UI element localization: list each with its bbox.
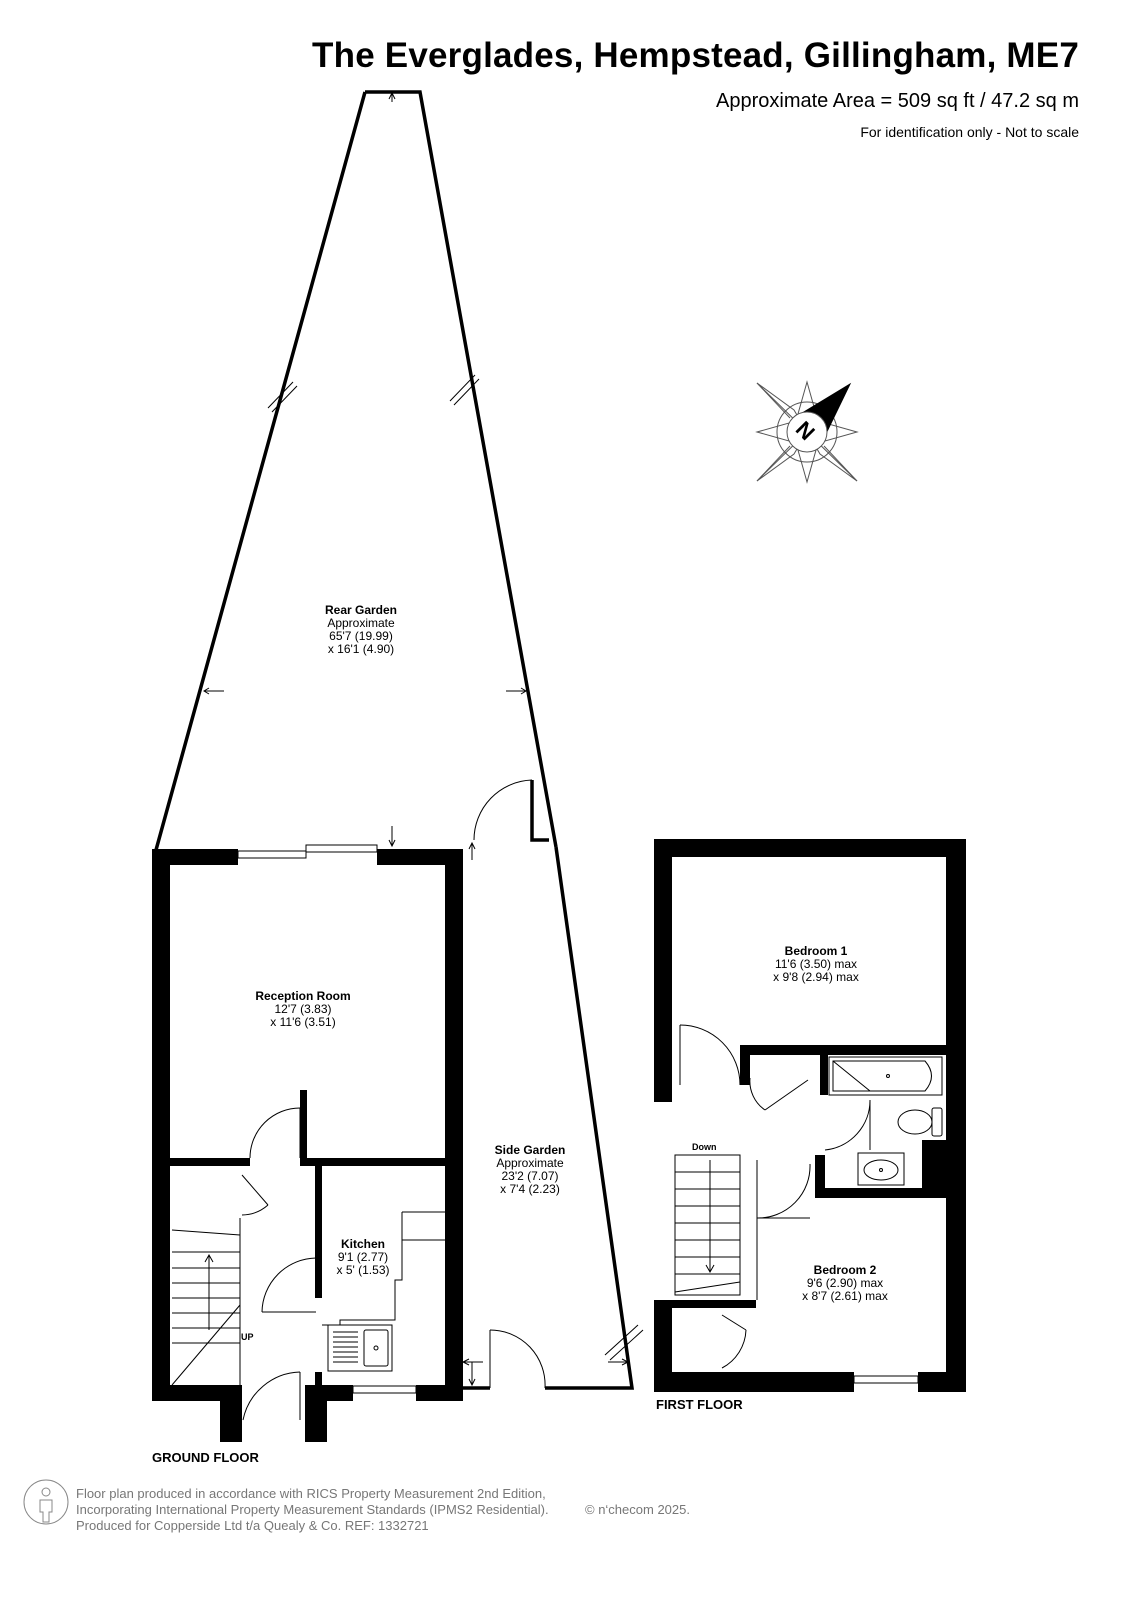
bedroom-2-line2: x 8'7 (2.61) max: [802, 1289, 888, 1303]
rear-garden-outline: [156, 92, 556, 850]
approximate-area: Approximate Area = 509 sq ft / 47.2 sq m: [716, 90, 1079, 112]
footer-notes: [76, 1486, 549, 1534]
rear-garden-marks: [204, 93, 526, 846]
reception-room-label: [255, 990, 350, 1029]
stairs-down-label: Down: [692, 1142, 717, 1152]
rear-garden-label: [325, 604, 397, 656]
copyright: © n‘checom 2025.: [585, 1502, 690, 1517]
toilet-icon: [898, 1108, 942, 1136]
bedroom-1-name: Bedroom 1: [784, 944, 848, 958]
rear-garden-line1: Approximate: [327, 616, 395, 630]
reception-room-line1: 12'7 (3.83): [274, 1002, 332, 1016]
first-floor-walls: [654, 839, 966, 1392]
reception-room-line2: x 11'6 (3.51): [270, 1015, 336, 1029]
kitchen-line1: 9'1 (2.77): [337, 1250, 389, 1264]
bedroom-1-label: [773, 945, 859, 984]
footer-line2: Incorporating International Property Measurement Standards (IPMS2 Residential).: [76, 1502, 549, 1517]
bedroom-2-label: [802, 1264, 888, 1303]
kitchen-label: [337, 1238, 390, 1277]
sink-icon: [858, 1153, 904, 1185]
bedroom-2-name: Bedroom 2: [813, 1263, 877, 1277]
compass-letter: N: [790, 416, 820, 446]
side-garden-name: Side Garden: [494, 1143, 566, 1157]
stairs-up-label: UP: [241, 1332, 254, 1342]
bath-icon: [829, 1057, 942, 1095]
first-floor-label: FIRST FLOOR: [656, 1397, 743, 1412]
rear-garden-name: Rear Garden: [324, 603, 398, 617]
bedroom-1-line2: x 9'8 (2.94) max: [773, 970, 859, 984]
bedroom-2-line1: 9'6 (2.90) max: [806, 1276, 884, 1290]
kitchen-sink-icon: [328, 1325, 392, 1371]
rear-garden-line3: x 16'1 (4.90): [327, 642, 395, 656]
bedroom-1-line1: 11'6 (3.50) max: [774, 957, 858, 971]
page-title: The Everglades, Hempstead, Gillingham, ME7: [312, 36, 1079, 75]
side-garden-line3: x 7'4 (2.23): [500, 1182, 560, 1196]
ground-floor-fittings: [172, 845, 445, 1420]
side-garden-line1: Approximate: [496, 1156, 564, 1170]
kitchen-name: Kitchen: [340, 1237, 386, 1251]
person-icon: [24, 1480, 68, 1524]
kitchen-line2: x 5' (1.53): [336, 1263, 390, 1277]
side-garden-line2: 23'2 (7.07): [501, 1169, 559, 1183]
footer-line1: Floor plan produced in accordance with RICS Property Measurement 2nd Edition,: [76, 1486, 546, 1501]
ground-floor-label: GROUND FLOOR: [152, 1450, 259, 1465]
side-garden-outline: [463, 780, 643, 1388]
side-garden-label: [495, 1144, 566, 1196]
reception-room-name: Reception Room: [255, 989, 351, 1003]
footer-line3: Produced for Copperside Ltd t/a Quealy & Co. REF: 1332721: [76, 1518, 429, 1533]
rear-garden-line2: 65'7 (19.99): [329, 629, 393, 643]
identification-note: For identification only - Not to scale: [860, 124, 1079, 140]
